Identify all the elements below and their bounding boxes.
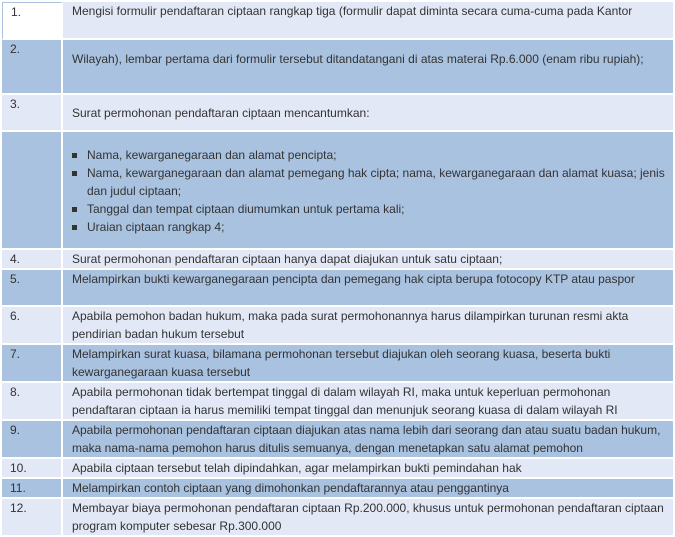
row-number: 8. [2,383,63,421]
row-text: Surat permohonan pendaftaran ciptaan hanya dapat diajukan untuk satu ciptaan; [63,250,673,270]
table-row [2,421,673,459]
row-number: 7. [2,345,63,383]
bullet-icon [72,207,77,212]
list-item-text: Uraian ciptaan rangkap 4; [87,220,225,234]
row-text: Apabila pemohon badan hukum, maka pada surat permohonannya harus dilampirkan turunan resmi akta pendirian badan hukum tersebut [63,307,673,345]
row-number: 6. [2,307,63,345]
row-text: Apabila permohonan pendaftaran ciptaan diajukan atas nama lebih dari seorang dan atau suatu badan hukum, maka nama-nama pemohon harus ditulis semuanya, dengan menetapkan satu alamat pemohon [63,421,673,459]
list-item [72,218,667,236]
row-number: 1. [2,2,63,40]
bullet-list [72,132,667,236]
table-row [2,2,673,40]
table-row [2,307,673,345]
row-number: 4. [2,250,63,270]
table-row [2,132,673,250]
row-text [63,40,673,95]
row-number: 9. [2,421,63,459]
row-text: Apabila ciptaan tersebut telah dipindahkan, agar melampirkan bukti pemindahan hak [63,459,673,479]
list-item [72,200,667,218]
row-text: Melampirkan bukti kewarganegaraan pencipta dan pemegang hak cipta berupa fotocopy KTP atau paspor [63,270,673,307]
row-number: 12. [2,499,63,537]
row-text: Membayar biaya permohonan pendaftaran ciptaan Rp.200.000, khusus untuk permohonan pendaftaran ciptaan program komputer sebesar Rp.300.000 [63,499,673,537]
list-item-text: Nama, kewarganegaraan dan alamat pencipta; [87,148,337,162]
list-item-text: Tanggal dan tempat ciptaan diumumkan untuk pertama kali; [87,202,405,216]
list-item [72,164,667,200]
row-text-content: Surat permohonan pendaftaran ciptaan mencantumkan: [72,106,370,120]
table-row [2,250,673,270]
table-row [2,345,673,383]
table-row [2,40,673,95]
list-item [72,146,667,164]
requirements-table [2,2,673,537]
bullet-icon [72,153,77,158]
bullet-icon [72,171,77,176]
row-text-content: Wilayah), lembar pertama dari formulir tersebut ditandatangani di atas materai Rp.6.000 (enam ribu rupiah); [72,52,644,66]
row-number: 5. [2,270,63,307]
row-number: 2. [2,40,63,95]
list-item-text: Nama, kewarganegaraan dan alamat pemegang hak cipta; nama, kewarganegaraan dan alamat kuasa; jenis dan judul ciptaan; [87,166,665,198]
row-text: Mengisi formulir pendaftaran ciptaan rangkap tiga (formulir dapat diminta secara cuma-cuma pada Kantor [63,2,673,40]
row-text [63,132,673,250]
row-number: 3. [2,95,63,132]
table-row [2,459,673,479]
table-row [2,479,673,499]
row-text [63,95,673,132]
table-row [2,95,673,132]
table-row [2,383,673,421]
table-row [2,270,673,307]
row-text: Apabila permohonan tidak bertempat tinggal di dalam wilayah RI, maka untuk keperluan permohonan pendaftaran ciptaan ia harus memiliki tempat tinggal dan menunjuk seorang kuasa di dalam wilayah RI [63,383,673,421]
row-text: Melampirkan contoh ciptaan yang dimohonkan pendaftarannya atau penggantinya [63,479,673,499]
row-text: Melampirkan surat kuasa, bilamana permohonan tersebut diajukan oleh seorang kuasa, beserta bukti kewarganegaraan kuasa tersebut [63,345,673,383]
row-number: 11. [2,479,63,499]
row-number: 10. [2,459,63,479]
table-row [2,499,673,537]
bullet-icon [72,225,77,230]
row-number [2,132,63,250]
